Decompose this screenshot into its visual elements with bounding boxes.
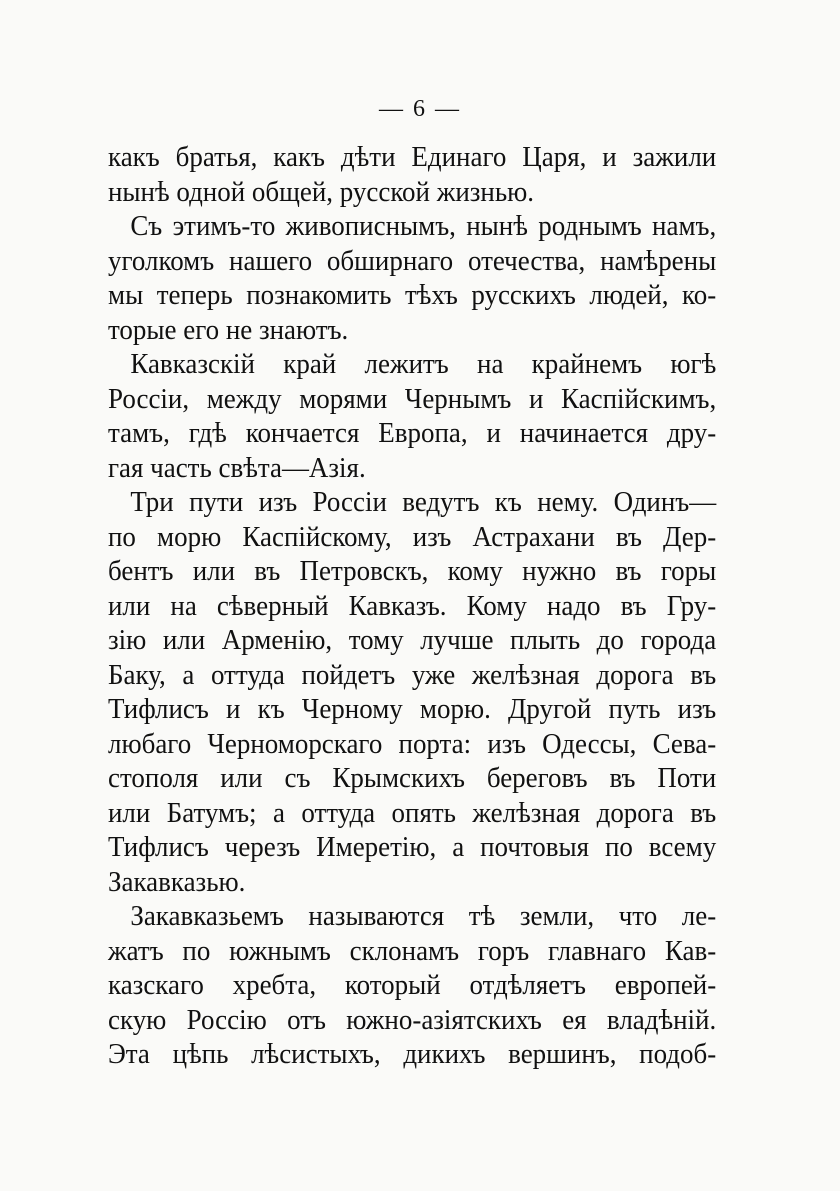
text-line: Россіи, между морями Чернымъ и Каспійскимъ, [108, 382, 717, 415]
text-line: или Батумъ; а оттуда опять желѣзная дорога въ [108, 796, 717, 829]
text-line: Закавказью. [108, 865, 246, 898]
text-line: стополя или съ Крымскихъ береговъ въ Поти [108, 762, 717, 794]
text-line: торые его не знаютъ. [108, 313, 349, 346]
text-line: какъ братья, какъ дѣти Единаго Царя, и зажили [108, 141, 717, 173]
paragraph-start-line: Три пути изъ Россіи ведутъ къ нему. Одинъ— [130, 486, 717, 518]
paragraph-start-line: Кавказскій край лежитъ на крайнемъ югѣ [130, 348, 717, 380]
paragraph-start-line: Съ этимъ-то живописнымъ, нынѣ роднымъ намъ, [130, 210, 717, 242]
text-line: уголкомъ нашего обширнаго отечества, намѣрены [108, 244, 717, 277]
text-line: мы теперь познакомить тѣхъ русскихъ людей, ко- [108, 279, 717, 311]
text-line: скую Россію отъ южно-азіятскихъ ея владѣній. [108, 1003, 717, 1036]
text-line: казскаго хребта, который отдѣляетъ европей- [108, 969, 717, 1001]
text-line: зію или Арменію, тому лучше плыть до города [108, 624, 717, 656]
text-line: жатъ по южнымъ склонамъ горъ главнаго Кав- [108, 934, 717, 967]
page-number: — 6 — [379, 96, 461, 122]
text-line: бентъ или въ Петровскъ, кому нужно въ горы [108, 555, 717, 587]
text-line: Тифлисъ и къ Черному морю. Другой путь изъ [108, 693, 717, 725]
paragraph-start-line: Закавказьемъ называются тѣ земли, что ле- [130, 900, 717, 932]
text-line: Тифлисъ черезъ Имеретію, а почтовыя по всему [108, 831, 717, 863]
text-line: гая часть свѣта—Азія. [108, 451, 366, 484]
text-line: или на сѣверный Кавказъ. Кому надо въ Гру- [108, 589, 717, 622]
text-line: любаго Черноморскаго порта: изъ Одессы, Сева- [108, 727, 717, 760]
text-line: Эта цѣпь лѣсистыхъ, дикихъ вершинъ, подоб- [108, 1038, 717, 1070]
body-text [108, 140, 716, 1072]
text-line: Баку, а оттуда пойдетъ уже желѣзная дорога въ [108, 658, 717, 691]
text-line: по морю Каспійскому, изъ Астрахани въ Дер- [108, 520, 717, 553]
text-line: нынѣ одной общей, русской жизнью. [108, 175, 535, 208]
text-line: тамъ, гдѣ кончается Европа, и начинается дру- [108, 417, 717, 449]
